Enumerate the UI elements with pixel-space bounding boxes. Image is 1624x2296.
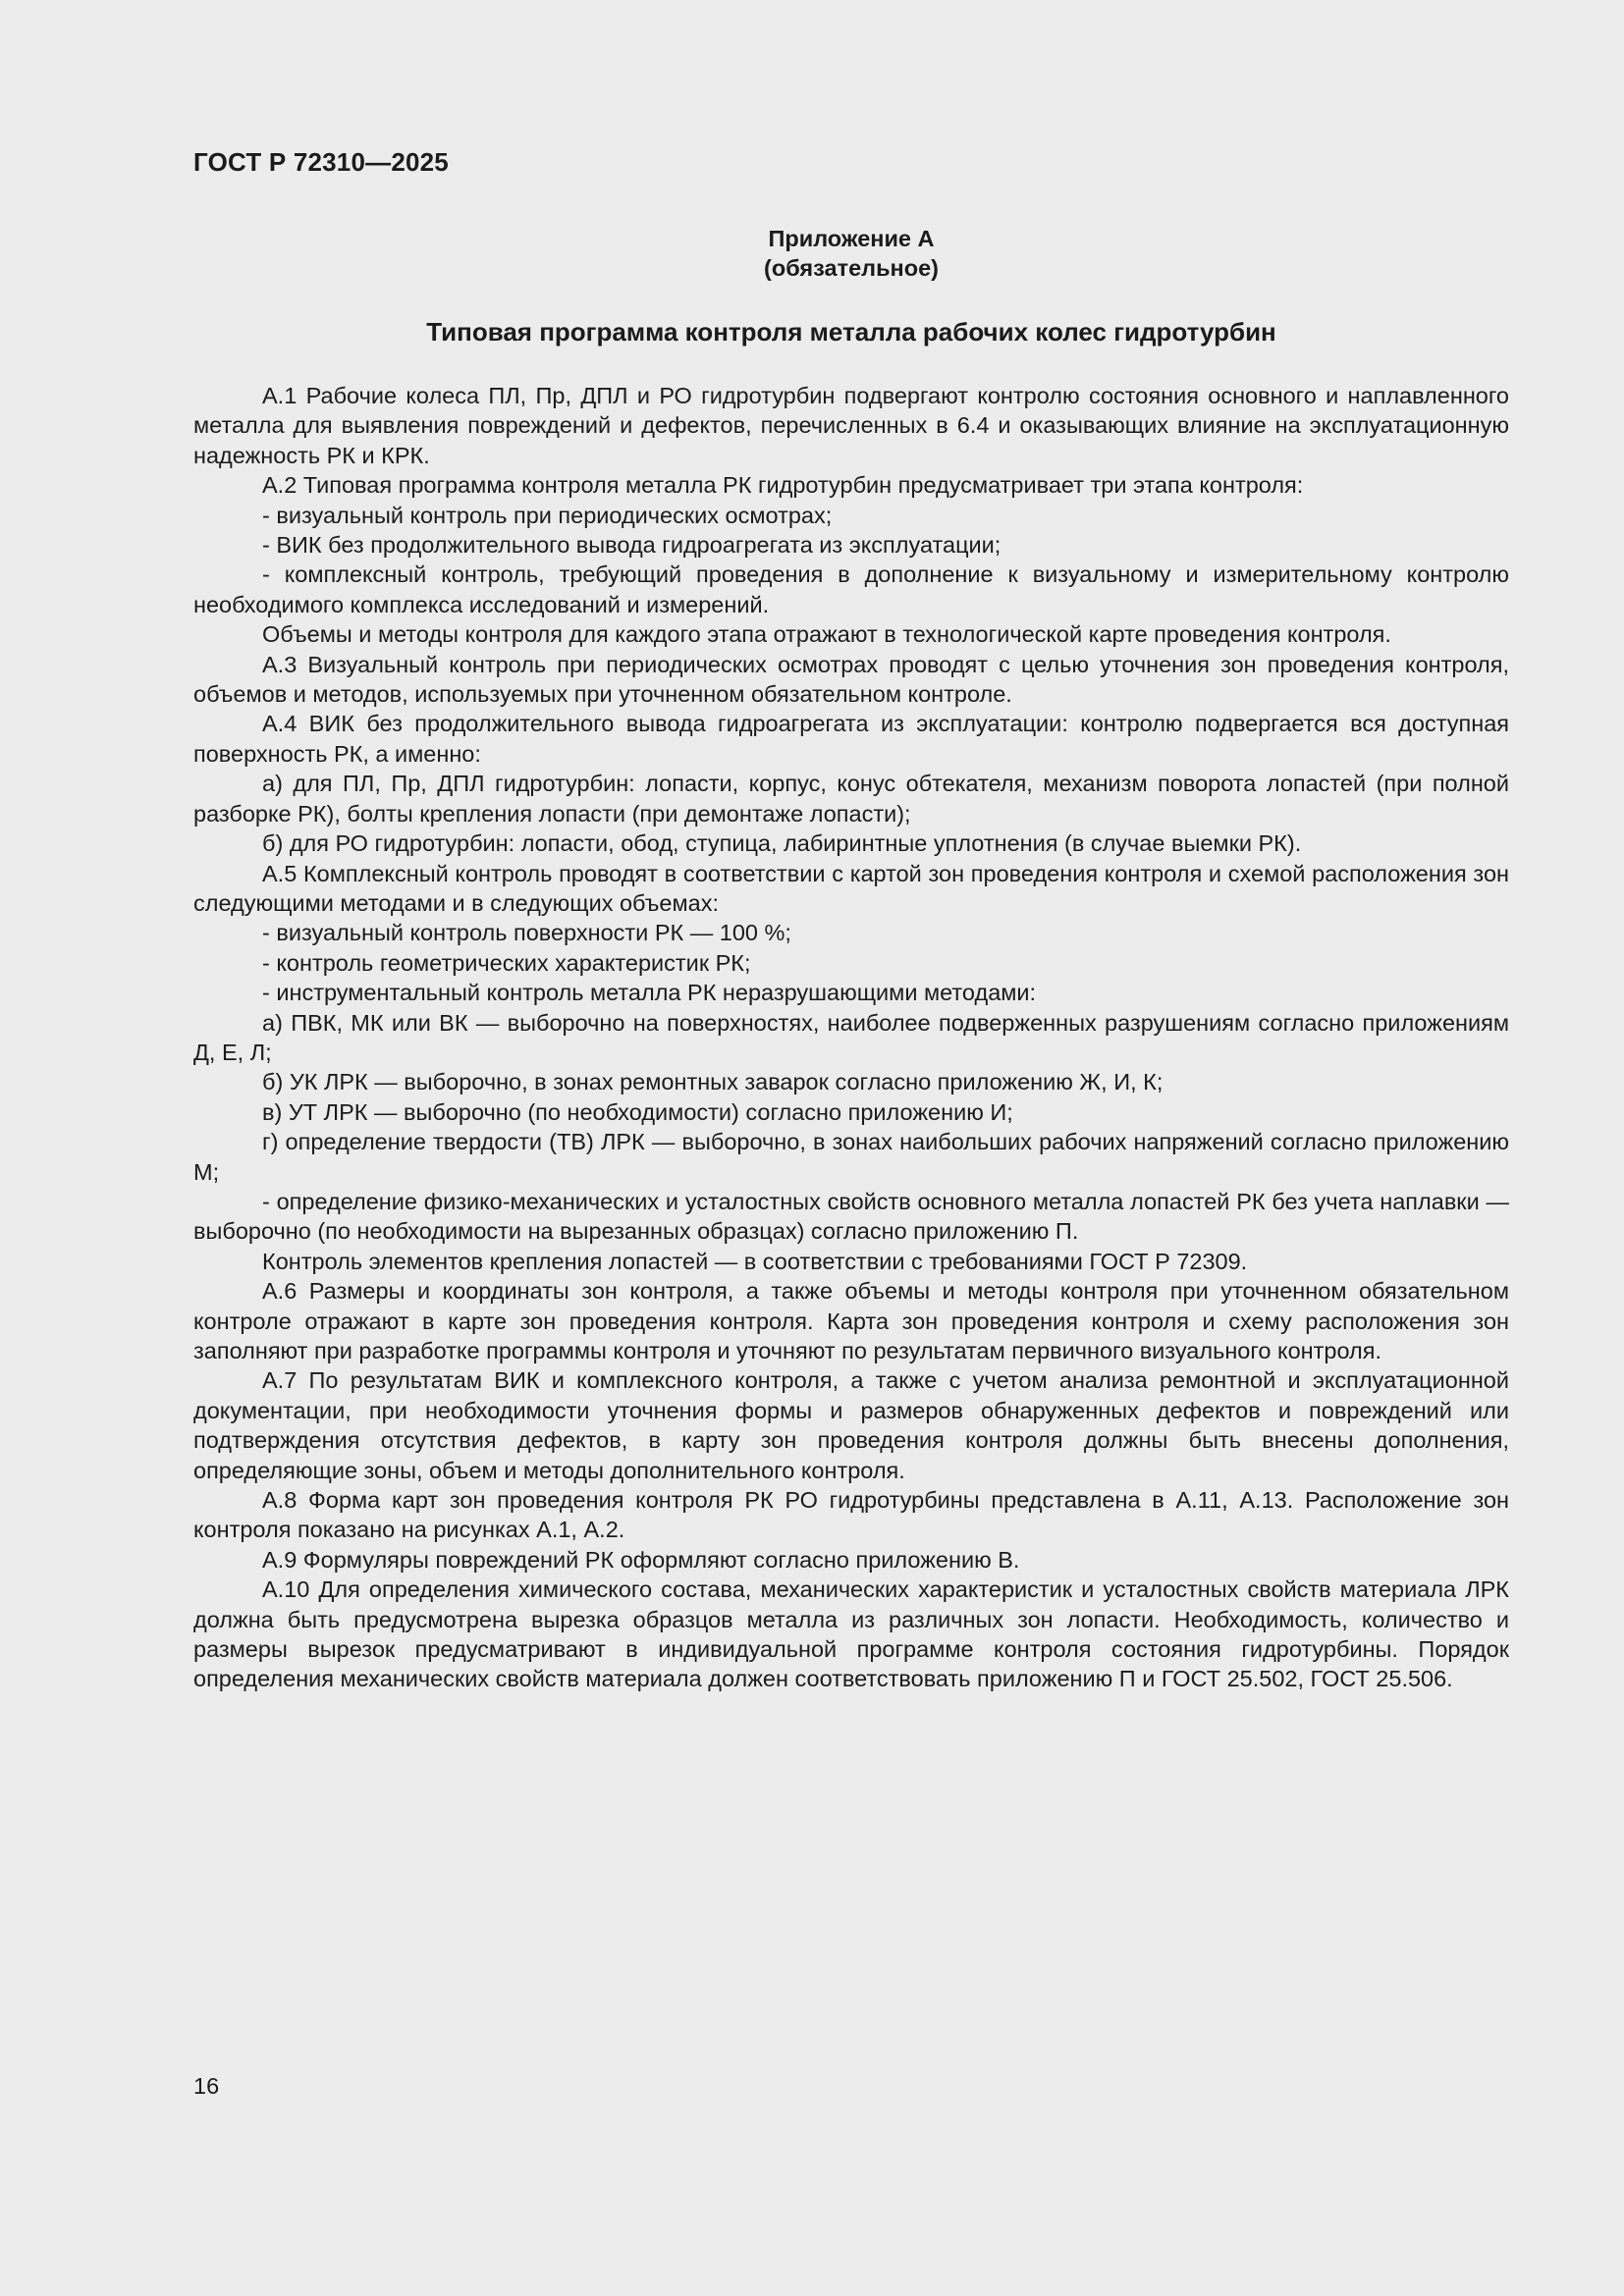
paragraph: А.10 Для определения химического состава, механических характеристик и усталостных свойств материала ЛРК должна быть предусмотрена вырезка образцов металла из различных зон лопасти. Необходимость, количество и размеры вырезок предусматривают в индивидуальной программе контроля состояния гидротурбины. Порядок определения механических свойств материала должен соответствовать приложению П и ГОСТ 25.502, ГОСТ 25.506.: [193, 1576, 1509, 1692]
paragraph: Контроль элементов крепления лопастей — в соответствии с требованиями ГОСТ Р 72309.: [262, 1248, 1248, 1274]
paragraph: А.4 ВИК без продолжительного вывода гидроагрегата из эксплуатации: контролю подвергается вся доступная поверхность РК, а именно:: [193, 711, 1509, 767]
paragraph: А.7 По результатам ВИК и комплексного контроля, а также с учетом анализа ремонтной и эксплуатационной документации, при необходимости уточнения формы и размеров обнаруженных дефектов и повреждений или подтверждения отсутствия дефектов, в карту зон проведения контроля должны быть внесены дополнения, определяющие зоны, объем и методы дополнительного контроля.: [193, 1367, 1509, 1483]
list-item: б) УК ЛРК — выборочно, в зонах ремонтных заварок согласно приложению Ж, И, К;: [262, 1069, 1164, 1095]
paragraph: А.5 Комплексный контроль проводят в соответствии с картой зон проведения контроля и схемой расположения зон следующими методами и в следующих объемах:: [193, 860, 1509, 916]
page-number: 16: [193, 2073, 220, 2099]
list-item: в) УТ ЛРК — выборочно (по необходимости) согласно приложению И;: [262, 1098, 1013, 1125]
list-item: - визуальный контроль поверхности РК — 100 %;: [262, 920, 791, 946]
paragraph: А.6 Размеры и координаты зон контроля, а также объемы и методы контроля при уточненном обязательном контроле отражают в карте зон проведения контроля. Карта зон проведения контроля и схему расположения зон заполняют при разработке программы контроля и уточняют по результатам первичного визуального контроля.: [193, 1278, 1509, 1363]
paragraph: А.1 Рабочие колеса ПЛ, Пр, ДПЛ и РО гидротурбин подвергают контролю состояния основного и наплавленного металла для выявления повреждений и дефектов, перечисленных в 6.4 и оказывающих влияние на эксплуатационную надежность РК и КРК.: [193, 383, 1509, 468]
list-item: - комплексный контроль, требующий проведения в дополнение к визуальному и измерительному контролю необходимого комплекса исследований и измерений.: [193, 561, 1509, 617]
paragraph: А.3 Визуальный контроль при периодических осмотрах проводят с целью уточнения зон проведения контроля, объемов и методов, используемых при уточненном обязательном контроле.: [193, 651, 1509, 708]
appendix-label: Приложение А: [768, 226, 935, 251]
list-item: - контроль геометрических характеристик РК;: [262, 949, 751, 976]
list-item: б) для РО гидротурбин: лопасти, обод, ступица, лабиринтные уплотнения (в случае выемки РК).: [262, 830, 1302, 857]
appendix-title: Типовая программа контроля металла рабочих колес гидротурбин: [426, 317, 1276, 347]
body-text: [193, 381, 1509, 1694]
list-item: а) ПВК, МК или ВК — выборочно на поверхностях, наиболее подверженных разрушениям согласно приложениям Д, Е, Л;: [193, 1009, 1509, 1065]
paragraph: А.8 Форма карт зон проведения контроля РК РО гидротурбины представлена в А.11, А.13. Расположение зон контроля показано на рисунках А.1, А.2.: [193, 1487, 1509, 1543]
appendix-status: (обязательное): [764, 255, 939, 281]
paragraph: А.2 Типовая программа контроля металла РК гидротурбин предусматривает три этапа контроля:: [262, 472, 1304, 499]
document-code: ГОСТ Р 72310—2025: [193, 147, 449, 177]
list-item: г) определение твердости (ТВ) ЛРК — выборочно, в зонах наибольших рабочих напряжений согласно приложению М;: [193, 1129, 1509, 1185]
list-item: - инструментальный контроль металла РК неразрушающими методами:: [262, 980, 1037, 1006]
paragraph: А.9 Формуляры повреждений РК оформляют согласно приложению В.: [262, 1546, 1020, 1573]
list-item: - определение физико-механических и усталостных свойств основного металла лопастей РК без учета наплавки — выборочно (по необходимости на вырезанных образцах) согласно приложению П.: [193, 1188, 1509, 1245]
list-item: а) для ПЛ, Пр, ДПЛ гидротурбин: лопасти, корпус, конус обтекателя, механизм поворота лопастей (при полной разборке РК), болты крепления лопасти (при демонтаже лопасти);: [193, 771, 1509, 827]
list-item: - ВИК без продолжительного вывода гидроагрегата из эксплуатации;: [262, 532, 1001, 559]
paragraph: Объемы и методы контроля для каждого этапа отражают в технологической карте проведения контроля.: [262, 621, 1391, 648]
appendix-heading: [193, 224, 1509, 283]
list-item: - визуальный контроль при периодических осмотрах;: [262, 502, 833, 528]
